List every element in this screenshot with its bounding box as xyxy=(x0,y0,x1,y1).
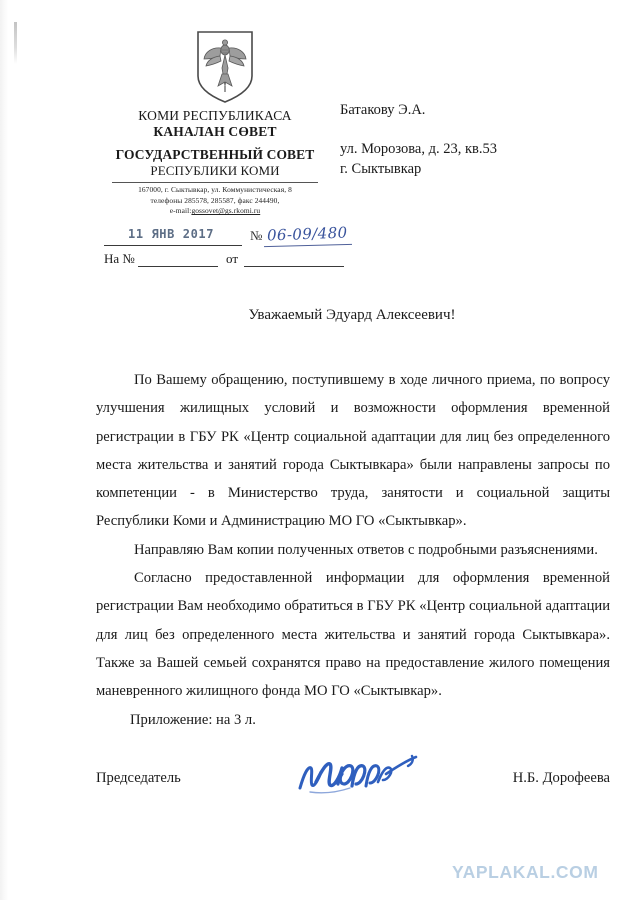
signatory-title: Председатель xyxy=(96,770,181,786)
addressee-city: г. Сыктывкар xyxy=(340,161,422,178)
reply-date-label: от xyxy=(226,251,239,266)
scan-edge-shadow xyxy=(0,0,8,900)
addressee-block xyxy=(340,100,600,180)
letterhead-divider xyxy=(112,182,318,183)
signature-block xyxy=(96,770,610,794)
date-rule xyxy=(104,245,242,246)
letterhead-russian-line-1: ГОСУДАРСТВЕННЫЙ СОВЕТ xyxy=(115,146,315,162)
reply-reference-row xyxy=(104,251,354,271)
registration-number-value: 06-09/480 xyxy=(266,223,348,245)
letterhead-email-label: e-mail: xyxy=(169,206,192,216)
reply-to-rule xyxy=(138,266,218,267)
letterhead-email-row xyxy=(96,206,334,217)
signatory-name: Н.Б. Дорофеева xyxy=(512,770,610,786)
komi-coat-of-arms-icon xyxy=(196,30,254,104)
body-paragraph-2: Направляю Вам копии полученных ответов с подробными разъяснениями. xyxy=(134,541,598,558)
handwritten-signature-icon xyxy=(294,748,424,800)
letterhead-komi-line-1: КОМИ РЕСПУБЛИКАСА xyxy=(138,108,292,123)
attachment-note: Приложение: на 3 л. xyxy=(130,711,256,728)
letterhead-contacts xyxy=(96,185,334,217)
letterhead xyxy=(96,108,334,217)
letterhead-phones: телефоны 285578, 285587, факс 244490, xyxy=(150,195,280,205)
addressee-name: Батакову Э.А. xyxy=(340,102,426,118)
registration-block xyxy=(104,223,354,271)
letter-body xyxy=(96,366,610,734)
letterhead-address: 167000, г. Сыктывкар, ул. Коммунистическая, 8 xyxy=(138,185,292,195)
registration-number-label: № xyxy=(250,228,263,243)
reply-date-rule xyxy=(244,266,344,267)
addressee-street: ул. Морозова, д. 23, кв.53 xyxy=(340,140,498,157)
registration-date-row xyxy=(104,223,354,248)
registration-number-rule xyxy=(264,244,352,247)
salutation: Уважаемый Эдуард Алексеевич! xyxy=(248,307,456,323)
date-stamp: 11 ЯНВ 2017 xyxy=(128,226,215,242)
letterhead-email: gossovet@gs.rkomi.ru xyxy=(191,206,261,216)
watermark: YAPLAKAL.COM xyxy=(452,862,599,882)
scan-artifact-mark xyxy=(14,22,17,64)
letterhead-komi-line-2: КАНАЛАН СӨВЕТ xyxy=(153,123,277,139)
reply-to-label: На № xyxy=(104,251,135,266)
letterhead-russian-line-2: РЕСПУБЛИКИ КОМИ xyxy=(150,162,280,178)
body-paragraph-1: По Вашему обращению, поступившему в ходе личного приема, по вопросу улучшения жилищных условий и возможности оформления временной регистрации в ГБУ РК «Центр социальной адаптации для лиц без определенного места жительства и занятий города Сыктывкара» были направлены запросы по компетенции - в Министерство труда, занятости и социальной защиты Республики Коми и Администрацию МО ГО «Сыктывкар». xyxy=(96,372,610,530)
body-paragraph-3: Согласно предоставленной информации для оформления временной регистрации Вам необходимо обратиться в ГБУ РК «Центр социальной адаптации для лиц без определенного места жительства и занятий города Сыктывкара». Также за Вашей семьей сохранятся право на предоставление жилого помещения маневренного жилищного фонда МО ГО «Сыктывкар». xyxy=(96,570,610,700)
